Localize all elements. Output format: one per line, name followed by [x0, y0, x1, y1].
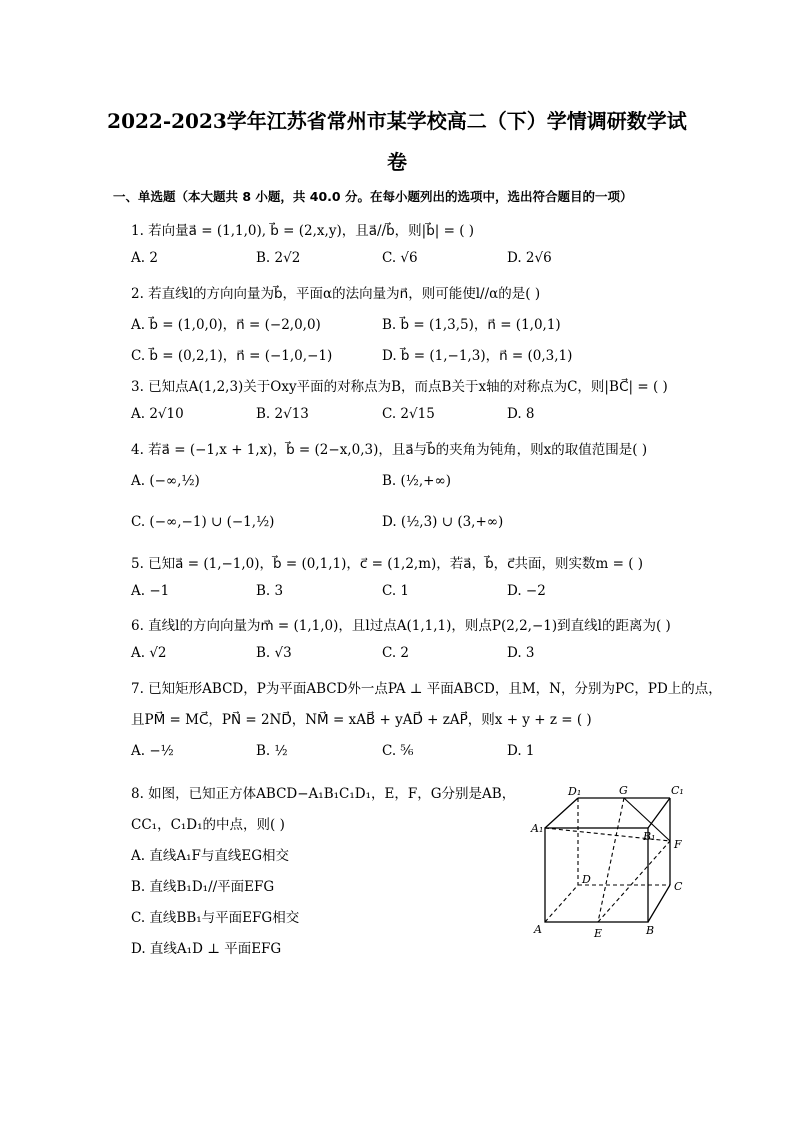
q5-option-a: A. −1: [131, 583, 170, 599]
q4-option-c: C. (−∞,−1) ∪ (−1,½): [131, 514, 275, 530]
question-2: 2. 若直线l的方向向量为b⃗，平面α的法向量为n⃗，则可能使l//α的是( ): [131, 286, 541, 302]
edge-ad-hidden: [545, 885, 578, 922]
segment-ef: [598, 841, 670, 922]
question-1: 1. 若向量a⃗ = (1,1,0), b⃗ = (2,x,y)，且a⃗//b⃗，则|b⃗| = ( ): [131, 223, 475, 239]
question-7-line1: 7. 已知矩形ABCD，P为平面ABCD外一点PA ⊥ 平面ABCD，且M，N，分别为PC，PD上的点，: [131, 681, 722, 697]
label-b1: B₁: [643, 830, 656, 843]
q2-option-a: A. b⃗ = (1,0,0)，n⃗ = (−2,0,0): [131, 317, 321, 333]
edge-bc: [648, 885, 670, 922]
q2-option-d: D. b⃗ = (1,−1,3)，n⃗ = (0,3,1): [382, 348, 573, 364]
edge-a1d1: [545, 798, 578, 828]
q5-option-d: D. −2: [507, 583, 546, 599]
section-heading: 一、单选题（本大题共 8 小题，共 40.0 分。在每小题列出的选项中，选出符合题目的一项）: [113, 189, 633, 204]
question-7-line2: 且PM⃗ = MC⃗，PN⃗ = 2ND⃗，NM⃗ = xAB⃗ + yAD⃗ + zAP⃗，则x + y + z = ( ): [131, 712, 592, 728]
q1-option-d: D. 2√6: [507, 250, 552, 266]
q3-option-d: D. 8: [507, 406, 535, 422]
q2-option-b: B. b⃗ = (1,3,5)，n⃗ = (1,0,1): [382, 317, 561, 333]
label-a1: A₁: [531, 822, 544, 835]
question-8-line2: CC₁，C₁D₁的中点，则( ): [131, 817, 285, 833]
q4-option-b: B. (½,+∞): [382, 473, 451, 489]
q1-option-c: C. √6: [382, 250, 418, 266]
label-b: B: [646, 924, 655, 937]
q3-option-c: C. 2√15: [382, 406, 435, 422]
q7-option-a: A. −½: [131, 743, 174, 759]
q4-option-a: A. (−∞,½): [131, 473, 200, 489]
label-d: D: [582, 873, 591, 886]
q4-option-d: D. (½,3) ∪ (3,+∞): [382, 514, 504, 530]
label-g: G: [619, 784, 628, 797]
question-4: 4. 若a⃗ = (−1,x + 1,x)，b⃗ = (2−x,0,3)，且a⃗与b⃗的夹角为钝角，则x的取值范围是( ): [131, 442, 648, 458]
q6-option-a: A. √2: [131, 645, 167, 661]
q8-option-c: C. 直线BB₁与平面EFG相交: [131, 910, 300, 926]
q5-option-c: C. 1: [382, 583, 410, 599]
q7-option-c: C. ⅚: [382, 743, 414, 759]
cube-front-face: [545, 828, 648, 922]
q6-option-c: C. 2: [382, 645, 410, 661]
question-5: 5. 已知a⃗ = (1,−1,0)，b⃗ = (0,1,1)，c⃗ = (1,2,m)，若a⃗，b⃗，c⃗共面，则实数m = ( ): [131, 556, 644, 572]
q6-option-d: D. 3: [507, 645, 535, 661]
page-title-line2: 卷: [387, 150, 407, 174]
q1-option-b: B. 2√2: [256, 250, 301, 266]
cube-figure: [528, 782, 698, 942]
q6-option-b: B. √3: [256, 645, 292, 661]
page-title-line1: 2022-2023学年江苏省常州市某学校高二（下）学情调研数学试: [107, 109, 687, 133]
q7-option-b: B. ½: [256, 743, 288, 759]
question-6: 6. 直线l的方向向量为m⃗ = (1,1,0)，且l过点A(1,1,1)，则点P(2,2,−1)到直线l的距离为( ): [131, 618, 671, 634]
q1-option-a: A. 2: [131, 250, 158, 266]
q3-option-a: A. 2√10: [131, 406, 184, 422]
label-e: E: [594, 927, 603, 940]
question-8-line1: 8. 如图，已知正方体ABCD−A₁B₁C₁D₁，E，F，G分别是AB，: [131, 786, 516, 802]
label-c: C: [674, 880, 683, 893]
label-a: A: [534, 923, 542, 936]
q8-option-d: D. 直线A₁D ⊥ 平面EFG: [131, 941, 282, 957]
label-d1: D₁: [568, 785, 582, 798]
q3-option-b: B. 2√13: [256, 406, 309, 422]
q2-option-c: C. b⃗ = (0,2,1)，n⃗ = (−1,0,−1): [131, 348, 333, 364]
label-f: F: [674, 838, 682, 851]
question-3: 3. 已知点A(1,2,3)关于Oxy平面的对称点为B，而点B关于x轴的对称点为C，则|BC⃗| = ( ): [131, 379, 668, 395]
q8-option-a: A. 直线A₁F与直线EG相交: [131, 848, 289, 864]
q5-option-b: B. 3: [256, 583, 284, 599]
q8-option-b: B. 直线B₁D₁//平面EFG: [131, 879, 275, 895]
q7-option-d: D. 1: [507, 743, 535, 759]
label-c1: C₁: [671, 784, 684, 797]
segment-ge: [598, 798, 624, 922]
